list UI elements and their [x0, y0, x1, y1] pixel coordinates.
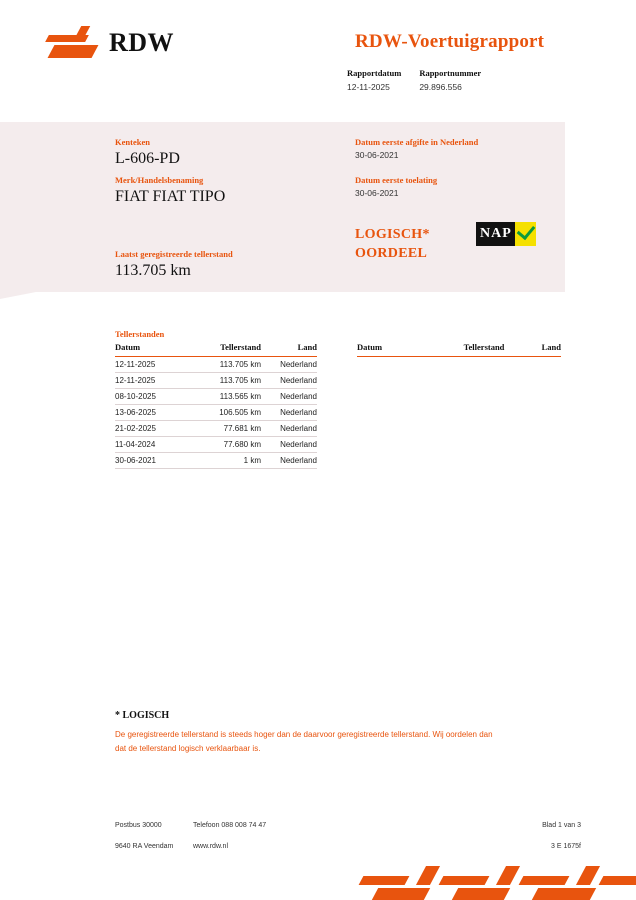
verdict-line-2: OORDEEL [355, 245, 428, 261]
column-header-tellerstand: Tellerstand [189, 342, 261, 357]
cell-tellerstand: 1 km [189, 453, 261, 469]
cell-land: Nederland [261, 357, 317, 373]
column-header-land: Land [261, 342, 317, 357]
vehicle-summary-panel [0, 122, 565, 292]
meta-rapportdatum-value: 12-11-2025 [347, 82, 390, 92]
table-row [115, 373, 317, 389]
cell-land: Nederland [261, 421, 317, 437]
logisch-explanation-line-1: De geregistreerde tellerstand is steeds hoger dan de daarvoor geregistreerde tellerstand. Wij oordelen dan [115, 730, 493, 739]
cell-tellerstand: 77.681 km [189, 421, 261, 437]
field-merk-label: Merk/Handelsbenaming [115, 175, 204, 185]
tellerstanden-table-left [115, 342, 317, 469]
column-header-datum: Datum [115, 342, 189, 357]
nap-logo-text: NAP [476, 222, 515, 246]
field-eerste-toelating-label: Datum eerste toelating [355, 175, 438, 185]
field-kenteken-label: Kenteken [115, 137, 150, 147]
cell-land: Nederland [261, 437, 317, 453]
cell-land: Nederland [261, 453, 317, 469]
meta-rapportnummer-value: 29.896.556 [419, 82, 462, 92]
field-eerste-afgifte-label: Datum eerste afgifte in Nederland [355, 137, 479, 147]
footer-form-code: 3 E 1675f [551, 843, 581, 850]
cell-datum: 11-04-2024 [115, 437, 189, 453]
table-row [115, 405, 317, 421]
rdw-chevron-icon [47, 26, 99, 60]
footer-row-2 [115, 843, 581, 850]
footer-address: 9640 RA Veendam [115, 843, 174, 850]
cell-datum: 13-06-2025 [115, 405, 189, 421]
cell-tellerstand: 77.680 km [189, 437, 261, 453]
cell-datum: 21-02-2025 [115, 421, 189, 437]
check-icon [515, 222, 536, 246]
field-eerste-afgifte [355, 137, 478, 160]
document-footer [115, 822, 581, 864]
meta-rapportdatum-label: Rapportdatum [347, 68, 402, 78]
logisch-explanation [115, 710, 575, 756]
page-title: RDW-Voertuigrapport [355, 31, 545, 52]
footer-website: www.rdw.nl [193, 843, 229, 850]
cell-datum: 12-11-2025 [115, 373, 189, 389]
report-meta [347, 68, 499, 92]
column-header-land: Land [504, 342, 561, 357]
cell-land: Nederland [261, 389, 317, 405]
cell-datum: 08-10-2025 [115, 389, 189, 405]
cell-tellerstand: 113.565 km [189, 389, 261, 405]
verdict-line-1: LOGISCH* [355, 227, 430, 242]
footer-row-1 [115, 822, 581, 829]
table-header-row [357, 342, 561, 357]
footer-telefoon: Telefoon 088 008 74 47 [193, 822, 267, 829]
footer-postbus: Postbus 30000 [115, 822, 162, 829]
table-row [115, 357, 317, 373]
cell-tellerstand: 113.705 km [189, 357, 261, 373]
cell-tellerstand: 113.705 km [189, 373, 261, 389]
logisch-explanation-line-2: dat de tellerstand logisch verklaarbaar is. [115, 744, 261, 753]
tellerstanden-table-right [357, 342, 561, 357]
table-row [115, 389, 317, 405]
table-row [115, 421, 317, 437]
nap-logo [476, 222, 536, 246]
table-header-row [115, 342, 317, 357]
rdw-logo-text: RDW [109, 28, 175, 57]
column-header-datum: Datum [357, 342, 432, 357]
cell-datum: 12-11-2025 [115, 357, 189, 373]
column-header-tellerstand: Tellerstand [432, 342, 505, 357]
meta-rapportnummer [419, 68, 481, 92]
cell-tellerstand: 106.505 km [189, 405, 261, 421]
rdw-logo [47, 26, 174, 60]
status-badge-oordeel [355, 226, 430, 264]
field-kenteken [115, 137, 180, 168]
cell-datum: 30-06-2021 [115, 453, 189, 469]
footer-page-number: Blad 1 van 3 [542, 822, 581, 829]
field-kenteken-value: L-606-PD [115, 150, 180, 167]
field-eerste-toelating-value: 30-06-2021 [355, 188, 399, 198]
cell-land: Nederland [261, 373, 317, 389]
table-row [115, 437, 317, 453]
field-merk-value: FIAT FIAT TIPO [115, 188, 226, 205]
field-laatste-tellerstand-label: Laatst geregistreerde tellerstand [115, 249, 233, 259]
meta-rapportnummer-label: Rapportnummer [419, 68, 482, 78]
document-header [0, 0, 636, 122]
rdw-stripes-decoration [355, 862, 636, 900]
logisch-explanation-title: * LOGISCH [115, 710, 170, 721]
meta-rapportdatum [347, 68, 401, 92]
tellerstanden-title: Tellerstanden [115, 329, 165, 339]
field-laatste-tellerstand-value: 113.705 km [115, 262, 191, 279]
cell-land: Nederland [261, 405, 317, 421]
field-eerste-afgifte-value: 30-06-2021 [355, 150, 399, 160]
field-eerste-toelating [355, 175, 437, 198]
field-merk [115, 175, 225, 206]
field-laatste-tellerstand [115, 249, 233, 280]
table-row [115, 453, 317, 469]
